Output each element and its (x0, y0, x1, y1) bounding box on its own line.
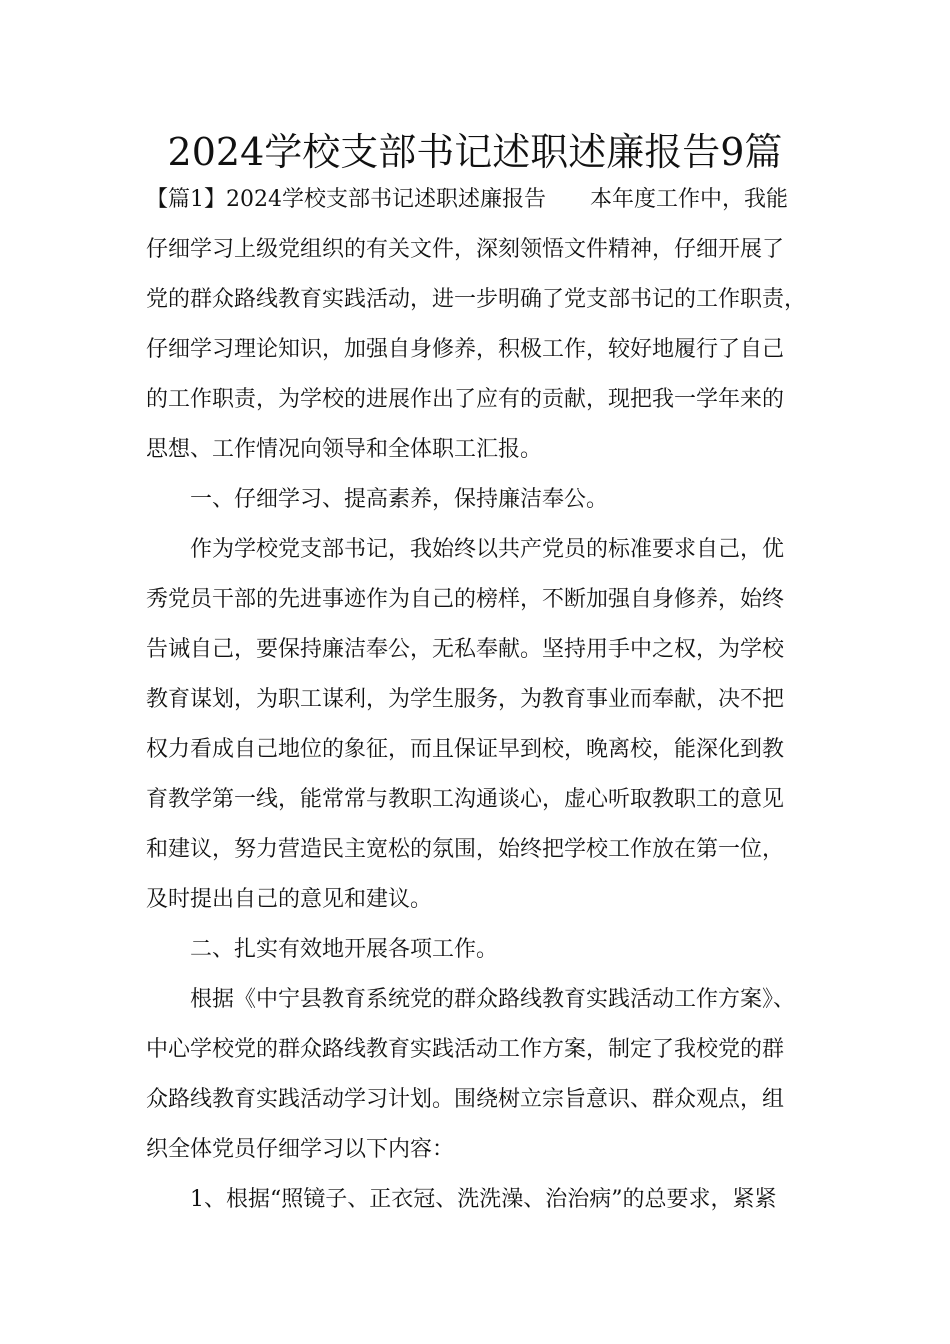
paragraph-line: 党的群众路线教育实践活动，进一步明确了党支部书记的工作职责， (146, 287, 807, 312)
paragraph-line: 众路线教育实践活动学习计划。围绕树立宗旨意识、群众观点，组 (146, 1087, 785, 1112)
paragraph-line: 【篇1】2024学校支部书记述职述廉报告 本年度工作中，我能 (146, 187, 788, 212)
paragraph-line: 根据《中宁县教育系统党的群众路线教育实践活动工作方案》、 (146, 987, 796, 1012)
paragraph-line: 告诫自己，要保持廉洁奉公，无私奉献。坚持用手中之权，为学校 (146, 637, 785, 662)
paragraph-line: 权力看成自己地位的象征，而且保证早到校，晚离校，能深化到教 (146, 737, 785, 762)
paragraph-line: 育教学第一线，能常常与教职工沟通谈心，虚心听取教职工的意见 (146, 787, 785, 812)
paragraph-line: 中心学校党的群众路线教育实践活动工作方案，制定了我校党的群 (146, 1037, 785, 1062)
paragraph-line: 仔细学习理论知识，加强自身修养，积极工作，较好地履行了自己 (146, 337, 785, 362)
paragraph-line: 的工作职责，为学校的进展作出了应有的贡献，现把我一学年来的 (146, 387, 785, 412)
paragraph-line: 仔细学习上级党组织的有关文件，深刻领悟文件精神，仔细开展了 (146, 237, 785, 262)
section-heading: 二、扎实有效地开展各项工作。 (146, 937, 499, 962)
paragraph-line: 教育谋划，为职工谋利，为学生服务，为教育事业而奉献，决不把 (146, 687, 785, 712)
paragraph-line: 思想、工作情况向领导和全体职工汇报。 (146, 437, 543, 462)
paragraph-line: 及时提出自己的意见和建议。 (146, 887, 433, 912)
paragraph-line: 秀党员干部的先进事迹作为自己的榜样，不断加强自身修养，始终 (146, 587, 785, 612)
paragraph-line: 和建议，努力营造民主宽松的氛围，始终把学校工作放在第一位， (146, 837, 785, 862)
paragraph-line: 织全体党员仔细学习以下内容： (146, 1137, 455, 1162)
document-title: 2024学校支部书记述职述廉报告9篇 (167, 130, 783, 174)
section-heading: 一、仔细学习、提高素养，保持廉洁奉公。 (146, 487, 609, 512)
paragraph-line: 1、根据“照镜子、正衣冠、洗洗澡、治治病”的总要求，紧紧 (146, 1187, 777, 1212)
paragraph-line: 作为学校党支部书记，我始终以共产党员的标准要求自己，优 (146, 537, 785, 562)
